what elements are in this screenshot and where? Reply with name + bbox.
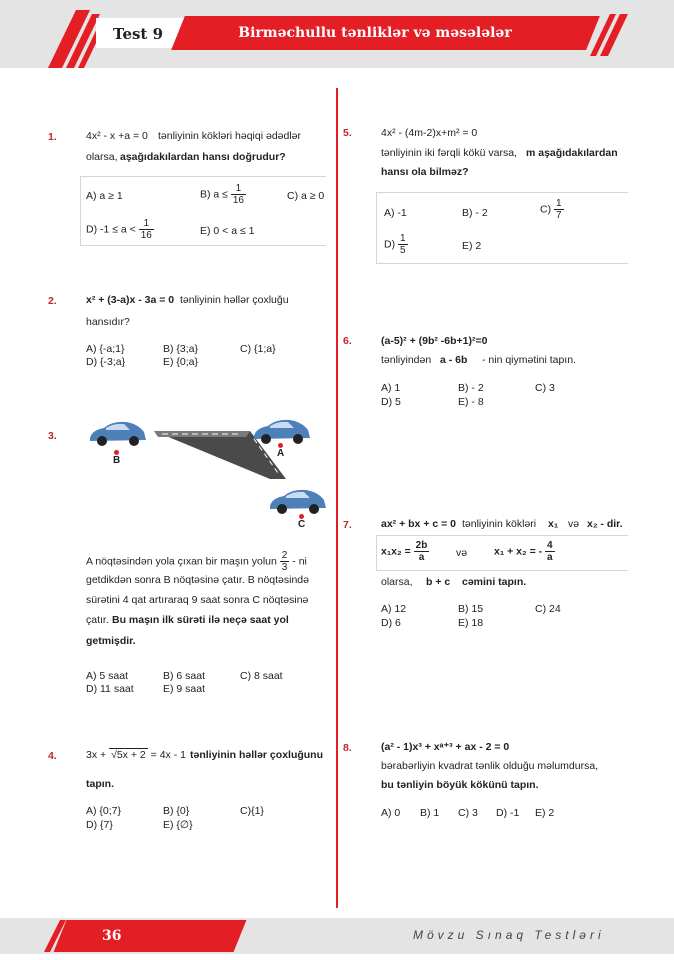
fraction-denominator: 7 [556,210,562,221]
fraction-denominator: 3 [281,562,288,573]
fraction-denominator: 16 [232,195,244,206]
q3-text-line1a: A nöqtəsindən yola çıxan bir maşın yolun [86,555,277,568]
q6-option-c[interactable]: C) 3 [535,382,555,394]
q2-option-e[interactable]: E) {0;a} [163,356,199,368]
q1-text-line1: tənliyinin kökləri həqiqi ədədlər [158,130,302,142]
footer-stripes-decoration [42,920,72,952]
q8-text-line2: bu tənliyin böyük kökünü tapın. [381,779,539,791]
q5-text-line1b: m aşağıdakılardan [526,147,618,159]
q4-text-line1: tənliyinin həllər çoxluğunu [190,749,324,761]
q7-product-label: x₁x₂ = [381,545,411,558]
fraction-numerator: 1 [139,218,154,230]
q5-option-d-label: D) [384,238,396,251]
q7-ve2: və [456,547,468,559]
q7-x1: x₁ [548,518,559,530]
q3-text-line4b: Bu maşın ilk sürəti ilə neçə saat yol [112,614,289,626]
question-number: 5. [343,127,352,139]
q6-text-line1c: - nin qiymətini tapın. [482,354,576,366]
q4-option-e[interactable]: E) {∅} [163,819,193,831]
q1-option-d[interactable] [86,218,154,241]
q4-text-line2: tapın. [86,778,114,790]
fraction-denominator: a [418,552,425,563]
fraction-numerator: 2 [281,550,288,561]
car-icon [250,416,312,446]
header-stripes-decoration [0,0,110,68]
q7-text-line3b: b + c [426,576,451,588]
q3-option-b[interactable]: B) 6 saat [163,670,206,682]
q5-option-b[interactable]: B) - 2 [462,207,488,219]
q6-option-d[interactable]: D) 5 [381,396,401,408]
q4-option-b[interactable]: B) {0} [163,805,190,817]
q8-text-line1: bərabərliyin kvadrat tənlik olduğu məlumdursa, [381,760,599,772]
q5-equation: 4x² - (4m-2)x+m² = 0 [381,127,478,139]
q2-option-c[interactable]: C) {1;a} [240,343,276,355]
page-number: 36 [102,928,122,944]
q5-option-d[interactable] [384,233,408,256]
q4-eq-left: 3x + [86,749,107,761]
question-number: 1. [48,131,57,143]
q8-option-d[interactable]: D) -1 [496,807,520,819]
q7-sum [494,540,555,563]
footer-banner [54,920,247,952]
fraction-numerator: 4 [547,540,553,551]
question-number: 3. [48,430,57,442]
fraction-numerator: 1 [400,233,406,244]
q3-text-line3: sürətini 4 qat artıraraq 9 saat sonra C nöqtəsinə [86,594,309,606]
q7-sum-label: x₁ + x₂ = - [494,545,543,558]
q7-ve: və [568,518,580,530]
fraction-denominator: 16 [140,230,152,241]
q1-option-a[interactable]: A) a ≥ 1 [86,190,123,202]
q1-option-e[interactable]: E) 0 < a ≤ 1 [200,225,255,237]
q2-option-b[interactable]: B) {3;a} [163,343,199,355]
q6-equation: (a-5)² + (9b² -6b+1)²=0 [381,335,488,347]
q7-option-a[interactable]: A) 12 [381,603,407,615]
q7-equation: ax² + bx + c = 0 [381,518,457,530]
q8-option-e[interactable]: E) 2 [535,807,555,819]
q3-option-c[interactable]: C) 8 saat [240,670,283,682]
q2-text-line1: tənliyinin həllər çoxluğu [180,294,289,306]
q4-option-a[interactable]: A) {0;7} [86,805,122,817]
q7-option-c[interactable]: C) 24 [535,603,561,615]
q3-text-line1 [86,550,307,573]
q4-eq-right: = 4x - 1 [150,749,186,761]
question-number: 8. [343,742,352,754]
topic-title: Birməchullu tənliklər və məsələlər [238,25,512,41]
q7-text-line3a: olarsa, [381,576,413,588]
q3-option-a[interactable]: A) 5 saat [86,670,129,682]
q5-text-line1a: tənliyinin iki fərqli kökü varsa, [381,147,517,159]
q7-text-line1a: tənliyinin kökləri [462,518,537,530]
question-number: 7. [343,519,352,531]
q6-text-line1a: tənliyindən [381,354,432,366]
q3-text-line5: getmişdir. [86,635,136,647]
point-b-label: B [113,455,121,466]
q1-text-line2a: olarsa, [86,151,118,163]
q4-eq-radical: √5x + 2 [111,749,146,761]
q2-text-line2: hansıdır? [86,316,130,328]
question-number: 6. [343,335,352,347]
q4-option-c[interactable]: C){1} [240,805,264,817]
q1-equation: 4x² - x +a = 0 [86,130,148,142]
q8-option-a[interactable]: A) 0 [381,807,401,819]
q5-text-line2: hansı ola bilməz? [381,166,469,178]
q2-equation: x² + (3-a)x - 3a = 0 [86,294,175,306]
q8-option-c[interactable]: C) 3 [458,807,478,819]
fraction-numerator: 1 [556,198,562,209]
q3-text-line1b: - ni [292,555,307,568]
q8-equation: (a² - 1)x³ + xᵃ⁺³ + ax - 2 = 0 [381,741,510,753]
q7-option-b[interactable]: B) 15 [458,603,484,615]
point-c-label: C [298,519,306,530]
fraction-numerator: 1 [231,183,246,195]
q6-option-a[interactable]: A) 1 [381,382,401,394]
question-number: 2. [48,295,57,307]
car-icon [266,486,328,516]
q5-option-c[interactable] [540,198,564,221]
q1-text-line2b: aşağıdakılardan hansı doğrudur? [120,151,286,163]
fraction-numerator: 2b [415,540,428,551]
car-icon [86,418,148,448]
series-title: Mövzu Sınaq Testləri [413,928,605,942]
q7-option-d[interactable]: D) 6 [381,617,401,629]
q5-option-c-label: C) [540,203,552,216]
q4-eq-radicand: 5x + 2 [116,749,146,761]
q5-options-box [376,192,628,264]
column-divider [336,88,338,908]
q5-option-e[interactable]: E) 2 [462,240,482,252]
q3-text-line4a: çatır. [86,614,109,626]
q1-option-b[interactable] [200,183,246,206]
q6-text-line1b: a - 6b [440,354,468,366]
q1-option-d-label: D) -1 ≤ a < [86,223,136,236]
q5-option-a[interactable]: A) -1 [384,207,407,219]
fraction-denominator: a [547,552,553,563]
header-right-stripes [582,8,642,58]
q8-option-b[interactable]: B) 1 [420,807,440,819]
q2-option-a[interactable]: A) {-a;1} [86,343,125,355]
q3-text-line2: getdikdən sonra B nöqtəsinə çatır. B nöqtəsində [86,574,309,586]
q6-option-b[interactable]: B) - 2 [458,382,484,394]
q7-product [381,540,429,563]
q4-equation [86,749,186,762]
q1-option-c[interactable]: C) a ≥ 0 [287,190,325,202]
q2-option-d[interactable]: D) {-3;a} [86,356,126,368]
point-a-label: A [277,448,285,459]
fraction-denominator: 5 [400,245,406,256]
question-number: 4. [48,750,57,762]
q1-option-b-label: B) a ≤ [200,188,228,201]
q3-option-d[interactable]: D) 11 saat [86,683,134,695]
test-title: Test 9 [113,25,164,43]
q4-option-d[interactable]: D) {7} [86,819,113,831]
q7-text-line3c: cəmini tapın. [462,576,527,588]
q3-option-e[interactable]: E) 9 saat [163,683,206,695]
q6-option-e[interactable]: E) - 8 [458,396,484,408]
q7-option-e[interactable]: E) 18 [458,617,484,629]
q7-x2: x₂ - dir. [587,518,623,530]
